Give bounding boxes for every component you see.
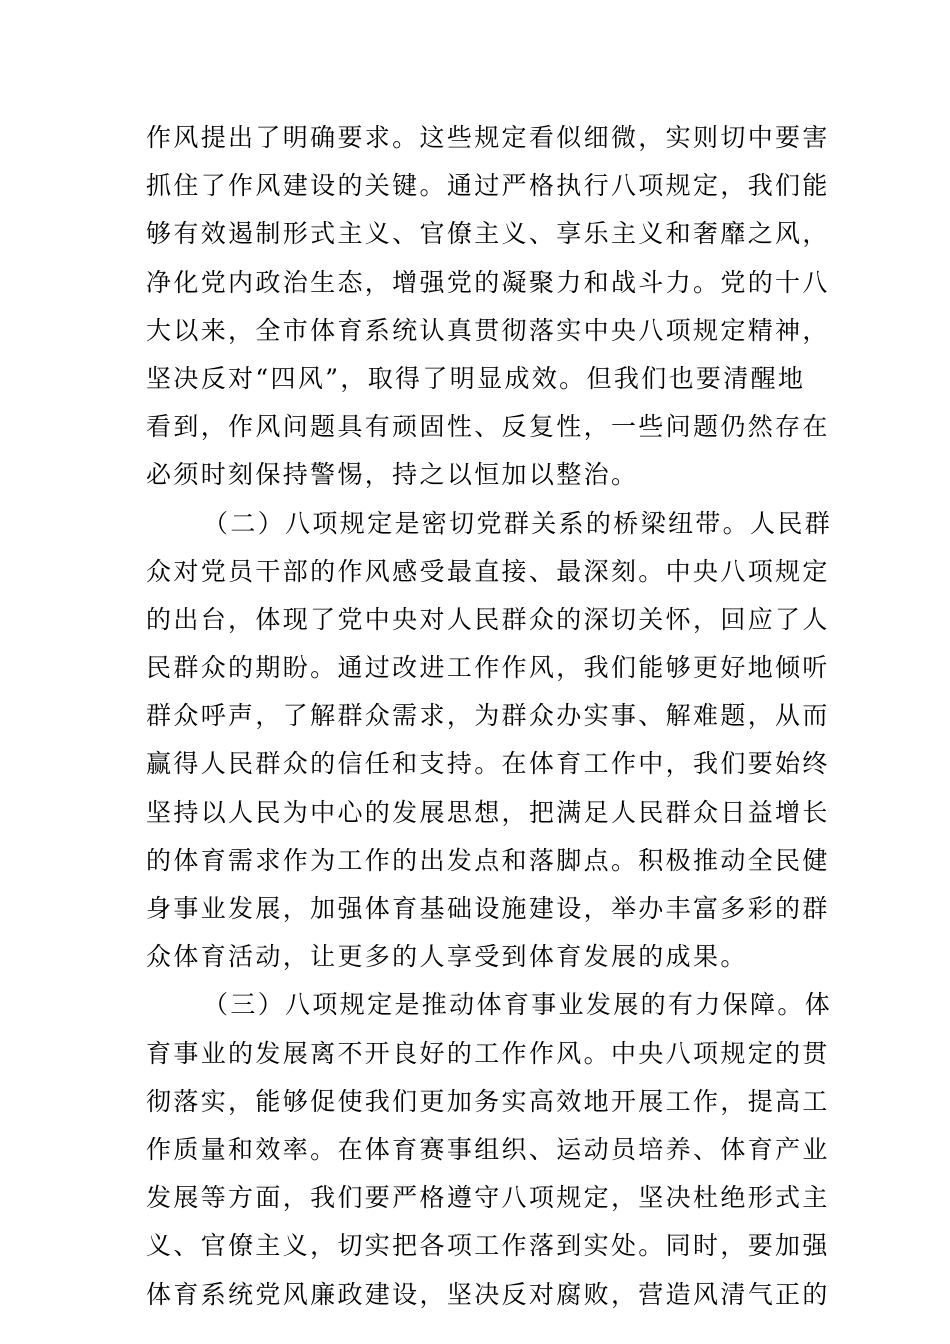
- text-line: 抓住了作风建设的关键。通过严格执行八项规定，我们能: [146, 171, 830, 201]
- text-line: 的出台，体现了党中央对人民群众的深切关怀，回应了人: [146, 604, 830, 634]
- text-line: 看到，作风问题具有顽固性、反复性，一些问题仍然存在: [146, 412, 830, 442]
- paragraph-first-line: （二）八项规定是密切党群关系的桥梁纽带。人民群: [203, 508, 833, 538]
- text-line: 净化党内政治生态，增强党的凝聚力和战斗力。党的十八: [146, 267, 830, 297]
- text-line: 群众呼声，了解群众需求，为群众办实事、解难题，从而: [146, 701, 830, 731]
- text-line: 作风提出了明确要求。这些规定看似细微，实则切中要害: [146, 123, 830, 152]
- text-line: 的体育需求作为工作的出发点和落脚点。积极推动全民健: [146, 845, 830, 875]
- text-line: 身事业发展，加强体育基础设施建设，举办丰富多彩的群: [146, 894, 830, 923]
- text-line: 彻落实，能够促使我们更加务实高效地开展工作，提高工: [146, 1086, 830, 1116]
- text-line: 赢得人民群众的信任和支持。在体育工作中，我们要始终: [146, 749, 830, 779]
- paragraph-first-line: （三）八项规定是推动体育事业发展的有力保障。体: [203, 990, 833, 1020]
- text-line: 大以来，全市体育系统认真贯彻落实中央八项规定精神，: [146, 315, 830, 345]
- text-line: 义、官僚主义，切实把各项工作落到实处。同时，要加强: [146, 1231, 830, 1261]
- text-line: 众体育活动，让更多的人享受到体育发展的成果。: [146, 942, 748, 972]
- text-line: 坚决反对“四风”，取得了明显成效。但我们也要清醒地: [146, 363, 806, 393]
- text-line: 必须时刻保持警惕，持之以恒加以整治。: [146, 460, 639, 490]
- text-line: 民群众的期盼。通过改进工作作风，我们能够更好地倾听: [146, 653, 830, 683]
- text-line: 作质量和效率。在体育赛事组织、运动员培养、体育产业: [146, 1134, 830, 1164]
- text-line: 育事业的发展离不开良好的工作作风。中央八项规定的贯: [146, 1038, 830, 1068]
- text-line: 发展等方面，我们要严格遵守八项规定，坚决杜绝形式主: [146, 1183, 830, 1213]
- text-line: 坚持以人民为中心的发展思想，把满足人民群众日益增长: [146, 797, 830, 827]
- body-text: [146, 114, 833, 1319]
- text-line: 够有效遏制形式主义、官僚主义、享乐主义和奢靡之风，: [146, 219, 830, 249]
- text-line: 体育系统党风廉政建设，坚决反对腐败，营造风清气正的: [146, 1279, 830, 1309]
- text-line: 众对党员干部的作风感受最直接、最深刻。中央八项规定: [146, 556, 830, 586]
